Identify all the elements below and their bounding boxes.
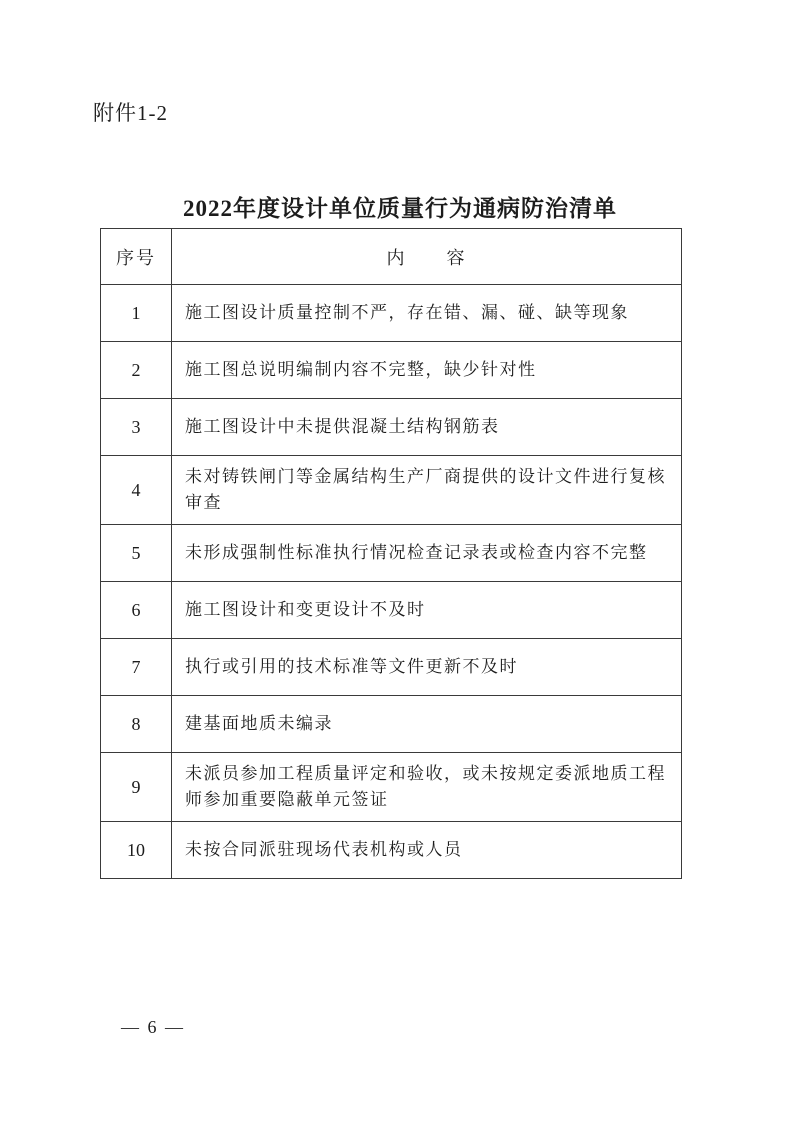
- row-content-cell: 未对铸铁闸门等金属结构生产厂商提供的设计文件进行复核审查: [172, 456, 682, 525]
- table-row: [101, 456, 682, 525]
- table-row: [101, 342, 682, 399]
- table-row: [101, 285, 682, 342]
- defect-table: [100, 228, 682, 879]
- table-row: [101, 525, 682, 582]
- row-content-cell: 执行或引用的技术标准等文件更新不及时: [172, 639, 682, 696]
- row-content-cell: 施工图设计中未提供混凝土结构钢筋表: [172, 399, 682, 456]
- defect-table-header: [101, 229, 682, 285]
- attachment-label: 附件1-2: [93, 101, 168, 125]
- page-title: 2022年度设计单位质量行为通病防治清单: [183, 196, 617, 221]
- table-row: [101, 639, 682, 696]
- header-cell-content: 内 容: [172, 229, 682, 285]
- row-content-cell: 施工图设计质量控制不严，存在错、漏、碰、缺等现象: [172, 285, 682, 342]
- row-content-cell: 未按合同派驻现场代表机构或人员: [172, 822, 682, 879]
- row-number-cell: 7: [101, 639, 172, 696]
- row-number-cell: 6: [101, 582, 172, 639]
- table-row: [101, 753, 682, 822]
- row-number-cell: 3: [101, 399, 172, 456]
- table-row: [101, 582, 682, 639]
- header-row: [101, 229, 682, 285]
- row-content-cell: 未形成强制性标准执行情况检查记录表或检查内容不完整: [172, 525, 682, 582]
- row-content-cell: 未派员参加工程质量评定和验收，或未按规定委派地质工程师参加重要隐蔽单元签证: [172, 753, 682, 822]
- row-content-cell: 建基面地质未编录: [172, 696, 682, 753]
- table-row: [101, 696, 682, 753]
- row-number-cell: 10: [101, 822, 172, 879]
- table-row: [101, 399, 682, 456]
- page-number: — 6 —: [121, 1017, 185, 1037]
- row-number-cell: 9: [101, 753, 172, 822]
- row-content-cell: 施工图设计和变更设计不及时: [172, 582, 682, 639]
- row-number-cell: 8: [101, 696, 172, 753]
- row-number-cell: 4: [101, 456, 172, 525]
- row-number-cell: 1: [101, 285, 172, 342]
- row-number-cell: 5: [101, 525, 172, 582]
- row-number-cell: 2: [101, 342, 172, 399]
- row-content-cell: 施工图总说明编制内容不完整，缺少针对性: [172, 342, 682, 399]
- table-row: [101, 822, 682, 879]
- defect-table-body: [101, 285, 682, 879]
- header-cell-number: 序号: [101, 229, 172, 285]
